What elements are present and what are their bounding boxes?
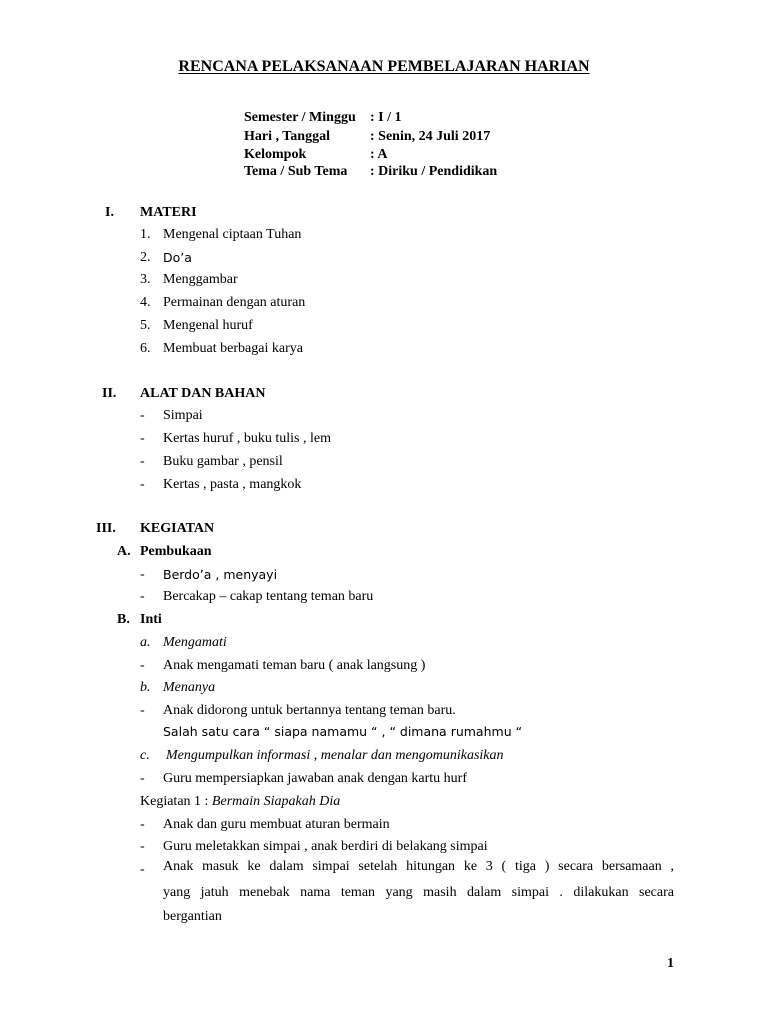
kegiatan1-prefix: Kegiatan 1 : [140,794,212,809]
inti-step-label-mengamati: Mengamati [163,635,227,650]
kegiatan1-item-bullet: - [140,839,145,854]
inti-step-text: Guru mempersiapkan jawaban anak dengan kartu hurf [163,771,467,786]
alat-item-bullet: - [140,431,145,446]
alat-item-text: Kertas , pasta , mangkok [163,477,302,492]
subsection-letter-pembukaan: A. [117,544,131,559]
info-label-kelompok: Kelompok [244,147,307,162]
kegiatan1-item-text: Anak dan guru membuat aturan bermain [163,817,390,832]
inti-step-bullet: - [140,658,145,673]
materi-item-num: 6. [140,341,151,356]
alat-item-bullet: - [140,408,145,423]
materi-item-num: 2. [140,250,151,265]
alat-item-bullet: - [140,477,145,492]
materi-item-text: Permainan dengan aturan [163,295,306,310]
pembukaan-item-text: Bercakap – cakap tentang teman baru [163,589,374,604]
info-label-semester: Semester / Minggu [244,110,356,125]
section-numeral-materi: I. [105,205,114,220]
kegiatan1-item-bullet: - [140,817,145,832]
materi-item-num: 5. [140,318,151,333]
materi-item-num: 3. [140,272,151,287]
alat-item-text: Kertas huruf , buku tulis , lem [163,431,331,446]
section-numeral-kegiatan: III. [96,521,116,536]
document-title: RENCANA PELAKSANAAN PEMBELAJARAN HARIAN [178,58,590,75]
pembukaan-item-text: Berdo’a , menyayi [163,567,278,582]
subsection-letter-inti: B. [117,612,130,627]
materi-item-num: 1. [140,227,151,242]
info-value-tema: : Diriku / Pendidikan [370,164,498,179]
subsection-label-pembukaan: Pembukaan [140,544,212,559]
kegiatan1-item-bullet: - [140,862,145,877]
kegiatan1-title: Bermain Siapakah Dia [211,794,341,809]
materi-item-text: Membuat berbagai karya [163,341,303,356]
materi-item-text: Do’a [163,250,192,265]
info-label-hari: Hari , Tanggal [244,129,330,144]
alat-item-text: Simpai [163,408,203,423]
inti-step-marker: a. [140,635,151,650]
info-value-kelompok: : A [370,147,388,162]
materi-item-num: 4. [140,295,151,310]
inti-step-bullet: - [140,771,145,786]
section-heading-kegiatan: KEGIATAN [140,521,215,536]
info-label-tema: Tema / Sub Tema [244,164,348,179]
alat-item-bullet: - [140,454,145,469]
inti-step-label-menanya: Menanya [163,680,216,695]
inti-step-text-continuation: Salah satu cara “ siapa namamu “ , “ dimana rumahmu “ [163,724,523,739]
inti-step-label-mengumpulkan: Mengumpulkan informasi , menalar dan mengomunikasikan [166,748,504,763]
kegiatan1-item-text-line: yang jatuh menebak nama teman yang masih dalam simpai . dilakukan secara [163,885,674,900]
page-number: 1 [667,956,674,971]
info-value-hari: : Senin, 24 Juli 2017 [370,129,491,144]
kegiatan1-heading [140,795,340,809]
alat-item-text: Buku gambar , pensil [163,454,283,469]
pembukaan-item-bullet: - [140,567,145,582]
section-numeral-alat: II. [102,386,117,401]
section-heading-materi: MATERI [140,205,197,220]
materi-item-text: Mengenal ciptaan Tuhan [163,227,302,242]
kegiatan1-item-text-line: bergantian [163,909,222,924]
info-value-semester: : I / 1 [370,110,402,125]
inti-step-text: Anak mengamati teman baru ( anak langsung ) [163,658,426,673]
inti-step-marker: b. [140,680,151,695]
subsection-label-inti: Inti [140,612,162,627]
pembukaan-item-bullet: - [140,589,145,604]
inti-step-marker: c. [140,748,150,763]
kegiatan1-item-text: Guru meletakkan simpai , anak berdiri di belakang simpai [163,839,488,854]
section-heading-alat: ALAT DAN BAHAN [140,386,266,401]
kegiatan1-item-text-line: Anak masuk ke dalam simpai setelah hitungan ke 3 ( tiga ) secara bersamaan , [163,859,674,874]
inti-step-bullet: - [140,703,145,718]
materi-item-text: Mengenal huruf [163,318,253,333]
materi-item-text: Menggambar [163,272,238,287]
inti-step-text: Anak didorong untuk bertannya tentang teman baru. [163,703,456,718]
